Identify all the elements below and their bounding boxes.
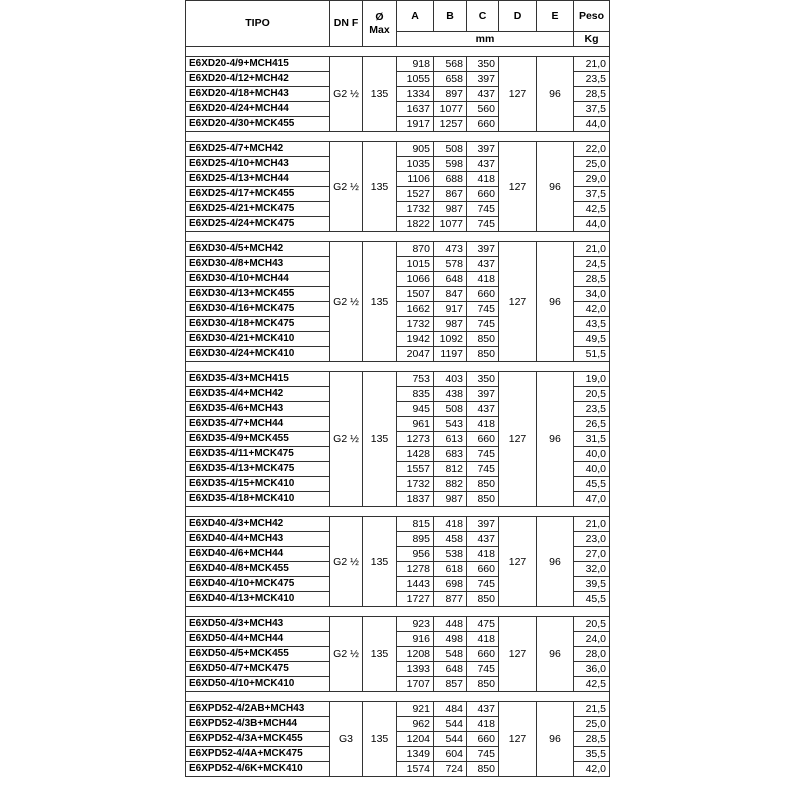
unit-kg: Kg — [574, 32, 610, 47]
cell-tipo: E6XD35-4/18+MCK410 — [186, 492, 330, 507]
cell-tipo: E6XD20-4/12+MCH42 — [186, 72, 330, 87]
cell-peso: 36,0 — [574, 662, 610, 677]
cell-a: 1917 — [397, 117, 434, 132]
cell-b: 812 — [434, 462, 467, 477]
cell-c: 850 — [467, 347, 499, 362]
cell-a: 1428 — [397, 447, 434, 462]
cell-a: 1015 — [397, 257, 434, 272]
cell-a: 1066 — [397, 272, 434, 287]
cell-e: 96 — [537, 702, 574, 777]
cell-b: 1257 — [434, 117, 467, 132]
cell-tipo: E6XD35-4/11+MCK475 — [186, 447, 330, 462]
cell-peso: 23,5 — [574, 402, 610, 417]
cell-b: 418 — [434, 517, 467, 532]
table-row — [186, 142, 610, 157]
header-diameter-max — [363, 1, 397, 47]
group-spacer — [186, 692, 610, 702]
table-row — [186, 702, 610, 717]
table-row — [186, 242, 610, 257]
cell-peso: 44,0 — [574, 217, 610, 232]
cell-b: 438 — [434, 387, 467, 402]
cell-c: 397 — [467, 517, 499, 532]
cell-peso: 20,5 — [574, 617, 610, 632]
cell-peso: 31,5 — [574, 432, 610, 447]
cell-c: 397 — [467, 72, 499, 87]
cell-peso: 42,0 — [574, 762, 610, 777]
cell-a: 1637 — [397, 102, 434, 117]
cell-c: 418 — [467, 272, 499, 287]
cell-c: 660 — [467, 432, 499, 447]
cell-b: 648 — [434, 662, 467, 677]
cell-peso: 20,5 — [574, 387, 610, 402]
cell-tipo: E6XD20-4/30+MCK455 — [186, 117, 330, 132]
cell-tipo: E6XD30-4/10+MCH44 — [186, 272, 330, 287]
cell-c: 397 — [467, 387, 499, 402]
cell-a: 1732 — [397, 317, 434, 332]
header-d: D — [499, 1, 537, 32]
cell-c: 850 — [467, 332, 499, 347]
cell-b: 604 — [434, 747, 467, 762]
cell-b: 538 — [434, 547, 467, 562]
cell-max: 135 — [363, 142, 397, 232]
header-peso: Peso — [574, 1, 610, 32]
cell-peso: 28,5 — [574, 87, 610, 102]
cell-a: 895 — [397, 532, 434, 547]
cell-peso: 28,5 — [574, 732, 610, 747]
spec-table-container — [185, 0, 610, 777]
cell-tipo: E6XPD52-4/3B+MCH44 — [186, 717, 330, 732]
cell-peso: 47,0 — [574, 492, 610, 507]
pump-spec-table — [185, 0, 610, 777]
cell-c: 745 — [467, 662, 499, 677]
cell-c: 660 — [467, 732, 499, 747]
spacer-cell — [186, 132, 610, 142]
cell-b: 544 — [434, 732, 467, 747]
cell-c: 745 — [467, 302, 499, 317]
cell-c: 418 — [467, 417, 499, 432]
cell-c: 850 — [467, 477, 499, 492]
cell-b: 877 — [434, 592, 467, 607]
cell-b: 578 — [434, 257, 467, 272]
cell-peso: 37,5 — [574, 102, 610, 117]
cell-a: 1393 — [397, 662, 434, 677]
cell-tipo: E6XD40-4/4+MCH43 — [186, 532, 330, 547]
cell-a: 1662 — [397, 302, 434, 317]
cell-tipo: E6XD30-4/5+MCH42 — [186, 242, 330, 257]
cell-c: 850 — [467, 677, 499, 692]
cell-tipo: E6XD30-4/13+MCK455 — [186, 287, 330, 302]
cell-b: 698 — [434, 577, 467, 592]
cell-c: 850 — [467, 492, 499, 507]
cell-b: 917 — [434, 302, 467, 317]
cell-tipo: E6XD35-4/4+MCH42 — [186, 387, 330, 402]
cell-peso: 42,5 — [574, 677, 610, 692]
cell-d: 127 — [499, 242, 537, 362]
cell-peso: 21,0 — [574, 57, 610, 72]
cell-tipo: E6XD40-4/3+MCH42 — [186, 517, 330, 532]
group-spacer — [186, 362, 610, 372]
spacer-cell — [186, 692, 610, 702]
cell-e: 96 — [537, 617, 574, 692]
cell-tipo: E6XPD52-4/2AB+MCH43 — [186, 702, 330, 717]
cell-c: 418 — [467, 547, 499, 562]
cell-a: 1727 — [397, 592, 434, 607]
header-dnf: DN F — [330, 1, 363, 47]
cell-e: 96 — [537, 242, 574, 362]
group-spacer — [186, 607, 610, 617]
cell-max: 135 — [363, 702, 397, 777]
cell-a: 1707 — [397, 677, 434, 692]
cell-peso: 19,0 — [574, 372, 610, 387]
cell-tipo: E6XD50-4/3+MCH43 — [186, 617, 330, 632]
cell-tipo: E6XD40-4/13+MCK410 — [186, 592, 330, 607]
cell-a: 1822 — [397, 217, 434, 232]
cell-dnf: G3 — [330, 702, 363, 777]
cell-b: 987 — [434, 317, 467, 332]
table-row — [186, 617, 610, 632]
cell-b: 987 — [434, 202, 467, 217]
cell-tipo: E6XD30-4/21+MCK410 — [186, 332, 330, 347]
cell-tipo: E6XD25-4/7+MCH42 — [186, 142, 330, 157]
cell-c: 660 — [467, 187, 499, 202]
cell-c: 437 — [467, 532, 499, 547]
cell-tipo: E6XD25-4/24+MCK475 — [186, 217, 330, 232]
cell-b: 508 — [434, 142, 467, 157]
cell-tipo: E6XD50-4/5+MCK455 — [186, 647, 330, 662]
cell-tipo: E6XD50-4/10+MCK410 — [186, 677, 330, 692]
group-spacer — [186, 47, 610, 57]
header-a: A — [397, 1, 434, 32]
cell-a: 923 — [397, 617, 434, 632]
header-e: E — [537, 1, 574, 32]
cell-c: 745 — [467, 447, 499, 462]
diameter-max-label: Max — [369, 23, 390, 36]
cell-max: 135 — [363, 517, 397, 607]
cell-d: 127 — [499, 57, 537, 132]
cell-c: 397 — [467, 242, 499, 257]
cell-d: 127 — [499, 617, 537, 692]
cell-peso: 21,5 — [574, 702, 610, 717]
cell-peso: 21,0 — [574, 242, 610, 257]
cell-a: 1106 — [397, 172, 434, 187]
cell-b: 613 — [434, 432, 467, 447]
cell-a: 1732 — [397, 202, 434, 217]
cell-peso: 42,5 — [574, 202, 610, 217]
table-row — [186, 57, 610, 72]
cell-dnf: G2 ½ — [330, 517, 363, 607]
cell-peso: 49,5 — [574, 332, 610, 347]
header-b: B — [434, 1, 467, 32]
cell-c: 745 — [467, 202, 499, 217]
cell-peso: 45,5 — [574, 477, 610, 492]
cell-a: 945 — [397, 402, 434, 417]
cell-e: 96 — [537, 372, 574, 507]
cell-a: 1557 — [397, 462, 434, 477]
cell-c: 850 — [467, 592, 499, 607]
cell-c: 350 — [467, 372, 499, 387]
cell-a: 753 — [397, 372, 434, 387]
cell-c: 437 — [467, 157, 499, 172]
cell-b: 658 — [434, 72, 467, 87]
cell-max: 135 — [363, 617, 397, 692]
cell-b: 403 — [434, 372, 467, 387]
cell-b: 1197 — [434, 347, 467, 362]
cell-b: 724 — [434, 762, 467, 777]
cell-dnf: G2 ½ — [330, 57, 363, 132]
cell-a: 1942 — [397, 332, 434, 347]
cell-b: 548 — [434, 647, 467, 662]
cell-a: 1208 — [397, 647, 434, 662]
cell-b: 448 — [434, 617, 467, 632]
cell-tipo: E6XD25-4/17+MCK455 — [186, 187, 330, 202]
cell-c: 437 — [467, 702, 499, 717]
cell-c: 418 — [467, 717, 499, 732]
cell-tipo: E6XD40-4/10+MCK475 — [186, 577, 330, 592]
cell-d: 127 — [499, 142, 537, 232]
header-tipo: TIPO — [186, 1, 330, 47]
cell-a: 916 — [397, 632, 434, 647]
cell-c: 418 — [467, 632, 499, 647]
cell-b: 508 — [434, 402, 467, 417]
cell-tipo: E6XD30-4/16+MCK475 — [186, 302, 330, 317]
cell-b: 897 — [434, 87, 467, 102]
unit-mm: mm — [397, 32, 574, 47]
cell-tipo: E6XD35-4/6+MCH43 — [186, 402, 330, 417]
cell-a: 962 — [397, 717, 434, 732]
cell-b: 867 — [434, 187, 467, 202]
cell-e: 96 — [537, 57, 574, 132]
header-row — [186, 1, 610, 32]
cell-b: 857 — [434, 677, 467, 692]
cell-max: 135 — [363, 242, 397, 362]
cell-a: 815 — [397, 517, 434, 532]
cell-b: 484 — [434, 702, 467, 717]
cell-tipo: E6XD20-4/24+MCH44 — [186, 102, 330, 117]
cell-peso: 28,5 — [574, 272, 610, 287]
cell-b: 473 — [434, 242, 467, 257]
cell-c: 745 — [467, 317, 499, 332]
cell-peso: 44,0 — [574, 117, 610, 132]
cell-c: 660 — [467, 287, 499, 302]
cell-c: 560 — [467, 102, 499, 117]
table-row — [186, 517, 610, 532]
cell-tipo: E6XD35-4/13+MCK475 — [186, 462, 330, 477]
cell-max: 135 — [363, 372, 397, 507]
cell-peso: 37,5 — [574, 187, 610, 202]
cell-a: 1273 — [397, 432, 434, 447]
cell-a: 835 — [397, 387, 434, 402]
cell-tipo: E6XD50-4/4+MCH44 — [186, 632, 330, 647]
cell-tipo: E6XD30-4/24+MCK410 — [186, 347, 330, 362]
cell-dnf: G2 ½ — [330, 242, 363, 362]
cell-a: 918 — [397, 57, 434, 72]
cell-c: 745 — [467, 217, 499, 232]
cell-c: 437 — [467, 257, 499, 272]
cell-a: 1055 — [397, 72, 434, 87]
cell-peso: 21,0 — [574, 517, 610, 532]
cell-max: 135 — [363, 57, 397, 132]
spacer-cell — [186, 232, 610, 242]
cell-c: 660 — [467, 562, 499, 577]
cell-b: 1092 — [434, 332, 467, 347]
cell-peso: 29,0 — [574, 172, 610, 187]
cell-tipo: E6XD50-4/7+MCK475 — [186, 662, 330, 677]
cell-peso: 40,0 — [574, 462, 610, 477]
cell-peso: 43,5 — [574, 317, 610, 332]
cell-b: 568 — [434, 57, 467, 72]
cell-b: 683 — [434, 447, 467, 462]
cell-tipo: E6XD35-4/9+MCK455 — [186, 432, 330, 447]
cell-a: 1334 — [397, 87, 434, 102]
cell-a: 1443 — [397, 577, 434, 592]
cell-peso: 28,0 — [574, 647, 610, 662]
cell-d: 127 — [499, 372, 537, 507]
cell-b: 498 — [434, 632, 467, 647]
cell-c: 350 — [467, 57, 499, 72]
cell-tipo: E6XD35-4/3+MCH415 — [186, 372, 330, 387]
cell-a: 961 — [397, 417, 434, 432]
cell-peso: 22,0 — [574, 142, 610, 157]
cell-dnf: G2 ½ — [330, 617, 363, 692]
group-spacer — [186, 507, 610, 517]
header-c: C — [467, 1, 499, 32]
cell-a: 905 — [397, 142, 434, 157]
cell-peso: 27,0 — [574, 547, 610, 562]
cell-b: 882 — [434, 477, 467, 492]
group-spacer — [186, 132, 610, 142]
cell-e: 96 — [537, 517, 574, 607]
cell-c: 475 — [467, 617, 499, 632]
cell-b: 987 — [434, 492, 467, 507]
cell-tipo: E6XD30-4/8+MCH43 — [186, 257, 330, 272]
cell-a: 956 — [397, 547, 434, 562]
cell-b: 1077 — [434, 217, 467, 232]
cell-peso: 51,5 — [574, 347, 610, 362]
cell-c: 437 — [467, 402, 499, 417]
cell-peso: 39,5 — [574, 577, 610, 592]
cell-peso: 24,5 — [574, 257, 610, 272]
cell-a: 921 — [397, 702, 434, 717]
cell-c: 437 — [467, 87, 499, 102]
cell-a: 2047 — [397, 347, 434, 362]
cell-tipo: E6XD25-4/21+MCK475 — [186, 202, 330, 217]
cell-c: 745 — [467, 462, 499, 477]
cell-peso: 42,0 — [574, 302, 610, 317]
spacer-cell — [186, 362, 610, 372]
cell-tipo: E6XPD52-4/6K+MCK410 — [186, 762, 330, 777]
cell-tipo: E6XPD52-4/3A+MCK455 — [186, 732, 330, 747]
table-body — [186, 47, 610, 777]
cell-a: 1837 — [397, 492, 434, 507]
cell-dnf: G2 ½ — [330, 142, 363, 232]
cell-c: 418 — [467, 172, 499, 187]
diameter-symbol: Ø — [375, 10, 384, 23]
group-spacer — [186, 232, 610, 242]
cell-tipo: E6XD20-4/18+MCH43 — [186, 87, 330, 102]
cell-b: 543 — [434, 417, 467, 432]
cell-d: 127 — [499, 702, 537, 777]
spacer-cell — [186, 607, 610, 617]
cell-e: 96 — [537, 142, 574, 232]
cell-c: 660 — [467, 117, 499, 132]
cell-a: 1507 — [397, 287, 434, 302]
cell-b: 1077 — [434, 102, 467, 117]
cell-b: 544 — [434, 717, 467, 732]
cell-peso: 34,0 — [574, 287, 610, 302]
cell-tipo: E6XD20-4/9+MCH415 — [186, 57, 330, 72]
cell-a: 1732 — [397, 477, 434, 492]
cell-peso: 40,0 — [574, 447, 610, 462]
cell-a: 870 — [397, 242, 434, 257]
cell-c: 850 — [467, 762, 499, 777]
cell-peso: 35,5 — [574, 747, 610, 762]
cell-peso: 25,0 — [574, 717, 610, 732]
cell-peso: 24,0 — [574, 632, 610, 647]
cell-a: 1574 — [397, 762, 434, 777]
cell-peso: 32,0 — [574, 562, 610, 577]
cell-a: 1204 — [397, 732, 434, 747]
cell-b: 648 — [434, 272, 467, 287]
cell-c: 397 — [467, 142, 499, 157]
table-row — [186, 372, 610, 387]
cell-tipo: E6XD25-4/10+MCH43 — [186, 157, 330, 172]
cell-b: 458 — [434, 532, 467, 547]
spacer-cell — [186, 47, 610, 57]
cell-tipo: E6XD35-4/7+MCH44 — [186, 417, 330, 432]
cell-tipo: E6XPD52-4/4A+MCK475 — [186, 747, 330, 762]
cell-tipo: E6XD40-4/6+MCH44 — [186, 547, 330, 562]
cell-b: 688 — [434, 172, 467, 187]
cell-d: 127 — [499, 517, 537, 607]
cell-tipo: E6XD30-4/18+MCK475 — [186, 317, 330, 332]
cell-peso: 25,0 — [574, 157, 610, 172]
cell-peso: 23,0 — [574, 532, 610, 547]
cell-peso: 26,5 — [574, 417, 610, 432]
cell-a: 1349 — [397, 747, 434, 762]
cell-tipo: E6XD35-4/15+MCK410 — [186, 477, 330, 492]
cell-b: 618 — [434, 562, 467, 577]
cell-a: 1278 — [397, 562, 434, 577]
cell-c: 745 — [467, 577, 499, 592]
cell-tipo: E6XD40-4/8+MCK455 — [186, 562, 330, 577]
cell-a: 1527 — [397, 187, 434, 202]
cell-peso: 23,5 — [574, 72, 610, 87]
cell-b: 847 — [434, 287, 467, 302]
cell-dnf: G2 ½ — [330, 372, 363, 507]
cell-c: 745 — [467, 747, 499, 762]
cell-c: 660 — [467, 647, 499, 662]
cell-peso: 45,5 — [574, 592, 610, 607]
spacer-cell — [186, 507, 610, 517]
cell-b: 598 — [434, 157, 467, 172]
cell-a: 1035 — [397, 157, 434, 172]
cell-tipo: E6XD25-4/13+MCH44 — [186, 172, 330, 187]
